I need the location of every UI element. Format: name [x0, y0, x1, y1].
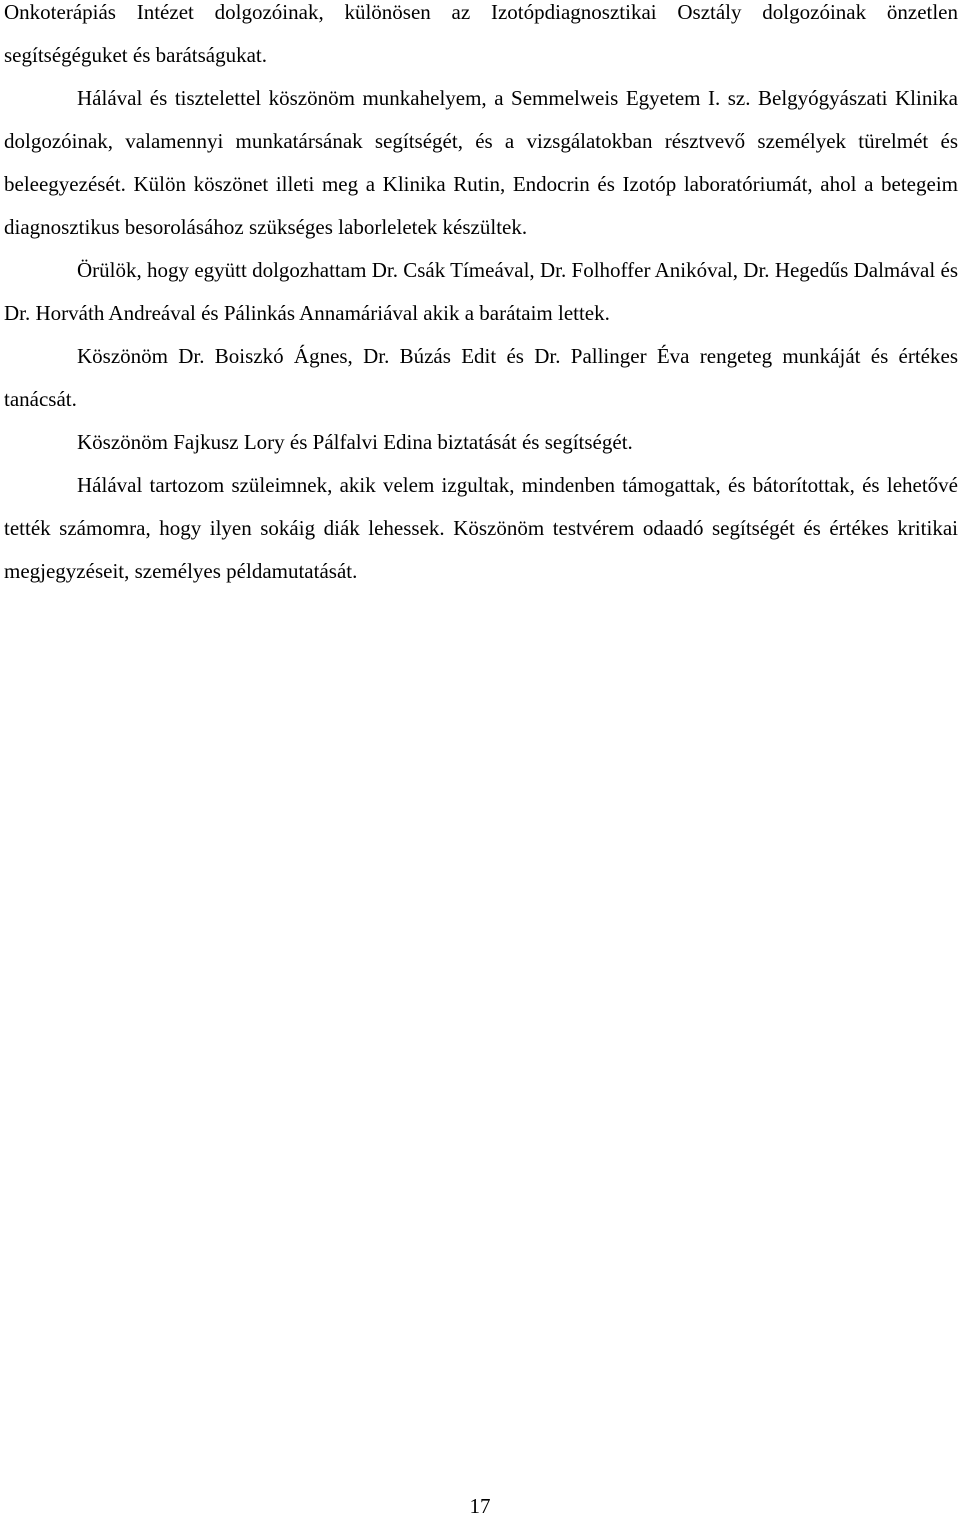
paragraph-advice-thanks: Köszönöm Dr. Boiszkó Ágnes, Dr. Búzás Edit és Dr. Pallinger Éva rengeteg munkáját és értékes tanácsát. [4, 344, 958, 411]
paragraph-continued: Onkoterápiás Intézet dolgozóinak, különösen az Izotópdiagnosztikai Osztály dolgozóinak önzetlen segítségéguket és barátságukat. [4, 0, 958, 67]
paragraph-colleagues-thanks: Örülök, hogy együtt dolgozhattam Dr. Csák Tímeával, Dr. Folhoffer Anikóval, Dr. Hegedűs Dalmával és Dr. Horváth Andreával és Pálinkás Annamáriával akik a barátaim lettek. [4, 258, 958, 325]
paragraph-semmelweis-thanks: Hálával és tisztelettel köszönöm munkahelyem, a Semmelweis Egyetem I. sz. Belgyógyászati Klinika dolgozóinak, valamennyi munkatársának segítségét, és a vizsgálatokban résztvevő személyek türelmét és beleegyezését. Külön köszönet illeti meg a Klinika Rutin, Endocrin és Izotóp laboratóriumát, ahol a betegeim diagnosztikus besorolásához szükséges laborleletek készültek. [4, 86, 958, 239]
paragraph-family-thanks: Hálával tartozom szüleimnek, akik velem izgultak, mindenben támogattak, és bátorítottak, és lehetővé tették számomra, hogy ilyen sokáig diák lehessek. Köszönöm testvérem odaadó segítségét és értékes kritikai megjegyzéseit, személyes példamutatását. [4, 473, 958, 583]
page-number: 17 [469, 1494, 491, 1518]
body-text [4, 0, 958, 593]
paragraph-encouragement-thanks: Köszönöm Fajkusz Lory és Pálfalvi Edina biztatását és segítségét. [77, 430, 633, 454]
